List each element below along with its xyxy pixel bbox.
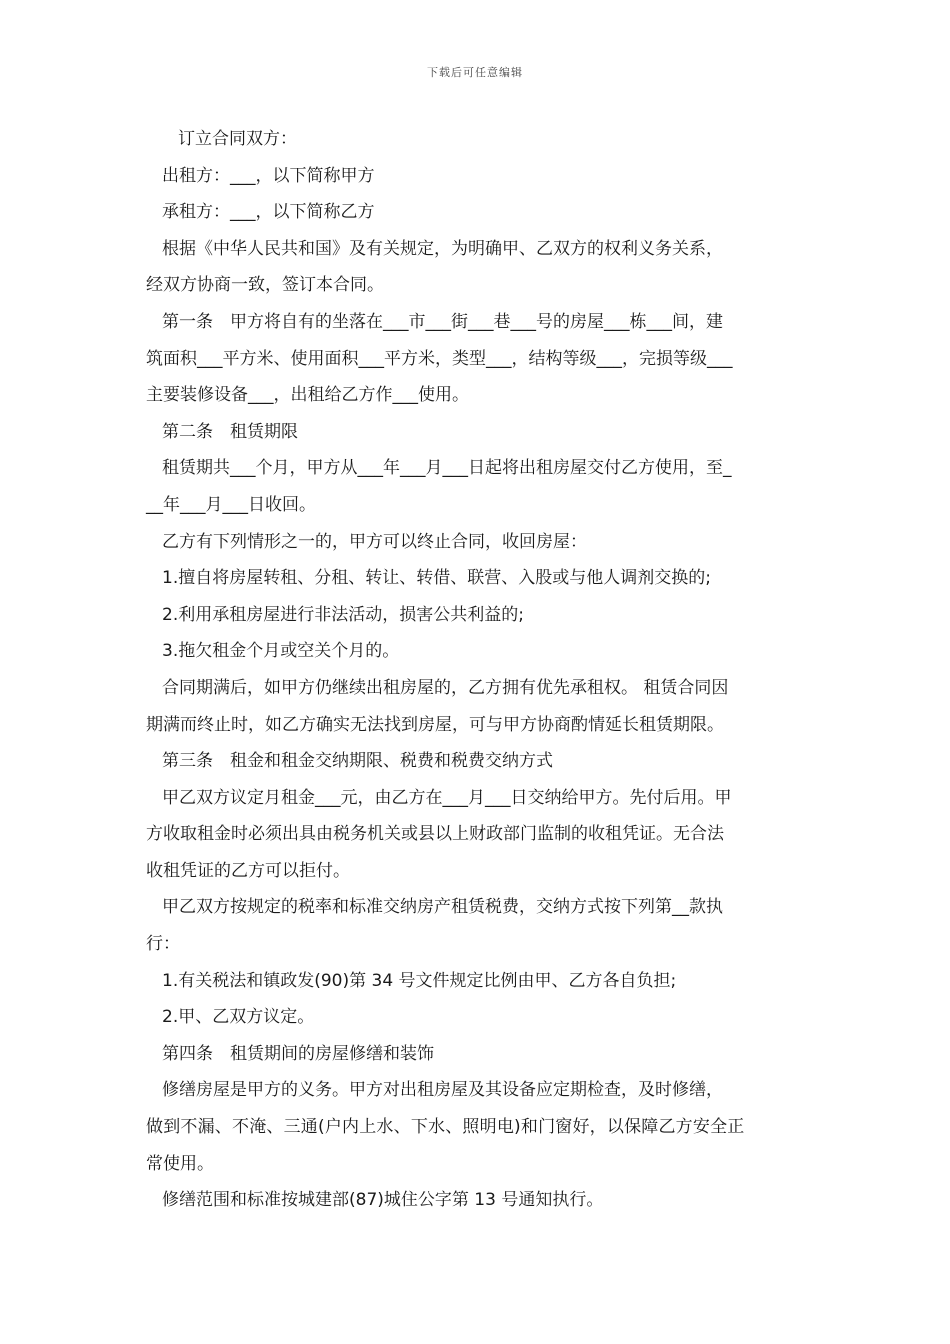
termination-item-1: 1.擅自将房屋转租、分租、转让、转借、联营、入股或与他人调剂交换的; [162, 568, 711, 589]
contract-parties-heading: 订立合同双方： [178, 129, 297, 149]
article-2-heading: 第二条 租赁期限 [162, 421, 298, 442]
article-4-line: 修缮房屋是甲方的义务。甲方对出租房屋及其设备应定期检查，及时修缮， [162, 1080, 723, 1101]
preamble-line: 经双方协商一致，签订本合同。 [146, 275, 384, 296]
termination-item-3: 3.拖欠租金个月或空关个月的。 [162, 641, 400, 662]
article-2-line: 租赁期共___个月，甲方从___年___月___日起将出租房屋交付乙方使用，至_ [162, 458, 732, 479]
article-4-line: 做到不漏、不淹、三通(户内上水、下水、照明电)和门窗好，以保障乙方安全正 [146, 1117, 745, 1138]
tax-item-2: 2.甲、乙双方议定。 [162, 1007, 315, 1028]
article-3-heading: 第三条 租金和租金交纳期限、税费和税费交纳方式 [162, 751, 553, 772]
tax-line: 行： [146, 934, 180, 955]
contract-body [146, 121, 810, 1219]
article-4-line: 常使用。 [146, 1153, 214, 1174]
page-header: 下载后可任意编辑 [427, 66, 523, 79]
renewal-line: 期满而终止时，如乙方确实无法找到房屋，可与甲方协商酌情延长租赁期限。 [146, 714, 724, 735]
article-3-line: 甲乙双方议定月租金___元，由乙方在___月___日交纳给甲方。先付后用。甲 [162, 787, 732, 808]
article-1-line: 主要装修设备___，出租给乙方作___使用。 [146, 385, 469, 406]
renewal-line: 合同期满后，如甲方仍继续出租房屋的，乙方拥有优先承租权。 租赁合同因 [162, 677, 729, 698]
lessee-line: 承租方：___，以下简称乙方 [162, 202, 375, 223]
article-1-line: 第一条 甲方将自有的坐落在___市___街___巷___号的房屋___栋___间，建 [162, 311, 723, 332]
article-1-line: 筑面积___平方米、使用面积___平方米，类型___，结构等级___，完损等级___ [146, 348, 733, 369]
article-3-line: 收租凭证的乙方可以拒付。 [146, 860, 350, 881]
repair-scope-line: 修缮范围和标准按城建部(87)城住公字第 13 号通知执行。 [162, 1190, 604, 1211]
article-4-heading: 第四条 租赁期间的房屋修缮和装饰 [162, 1043, 434, 1064]
tax-item-1: 1.有关税法和镇政发(90)第 34 号文件规定比例由甲、乙方各自负担; [162, 970, 677, 991]
lessor-line: 出租方：___，以下简称甲方 [162, 165, 375, 186]
termination-item-2: 2.利用承租房屋进行非法活动，损害公共利益的; [162, 604, 524, 625]
termination-intro: 乙方有下列情形之一的，甲方可以终止合同，收回房屋： [162, 531, 587, 552]
article-2-line: __年___月___日收回。 [146, 494, 316, 515]
preamble-line: 根据《中华人民共和国》及有关规定，为明确甲、乙双方的权利义务关系， [162, 238, 723, 259]
tax-line: 甲乙双方按规定的税率和标准交纳房产租赁税费，交纳方式按下列第__款执 [162, 897, 723, 918]
article-3-line: 方收取租金时必须出具由税务机关或县以上财政部门监制的收租凭证。无合法 [146, 824, 724, 845]
